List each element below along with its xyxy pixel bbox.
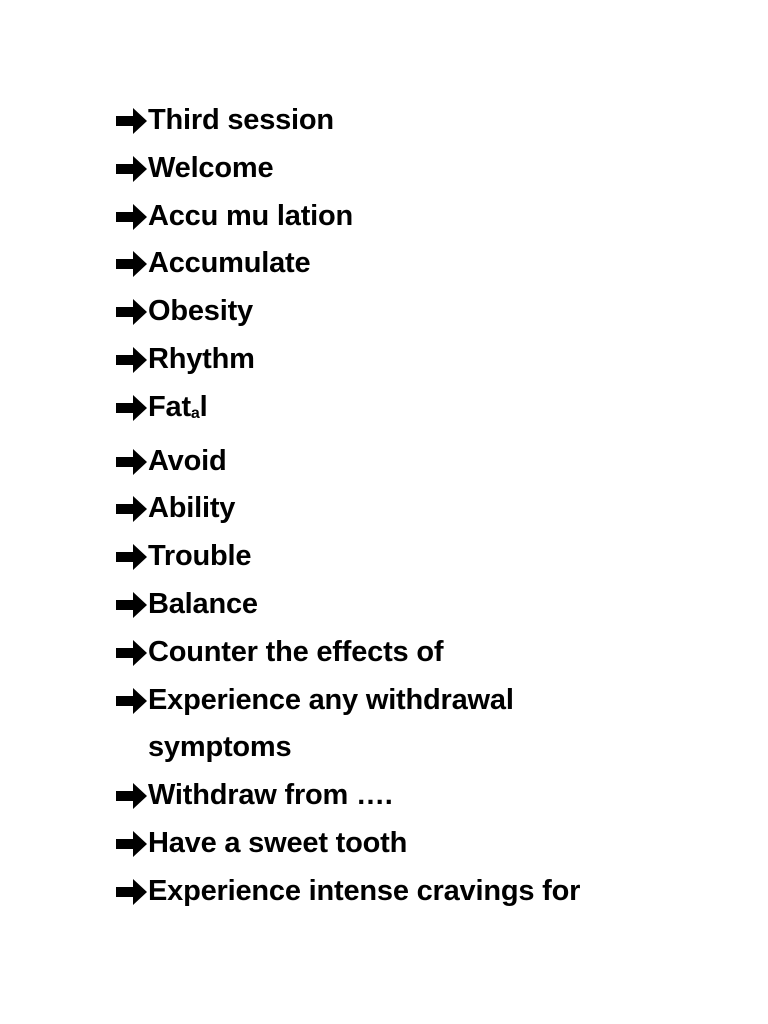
arrow-right-icon — [114, 97, 148, 145]
list-item — [114, 193, 674, 241]
list-item-text: Avoid — [148, 444, 227, 477]
arrow-right-icon — [114, 868, 148, 916]
list-item-text: Experience intense cravings for — [148, 874, 581, 907]
arrow-right-icon — [114, 485, 148, 533]
list-item-text: Rhythm — [148, 342, 255, 375]
arrow-right-icon — [114, 384, 148, 432]
list-item-text: Accumulate — [148, 247, 311, 280]
arrow-right-icon — [114, 533, 148, 581]
arrow-right-icon — [114, 288, 148, 336]
list-item-text: Withdraw from …. — [148, 779, 393, 812]
arrow-right-icon — [114, 581, 148, 629]
list-item-text: Welcome — [148, 151, 274, 184]
vocabulary-list — [114, 97, 674, 916]
list-item-text: Obesity — [148, 295, 253, 328]
list-item — [114, 677, 674, 773]
arrow-right-icon — [114, 438, 148, 486]
list-item-text: Accu mu lation — [148, 199, 354, 232]
arrow-right-icon — [114, 772, 148, 820]
list-item — [114, 145, 674, 193]
arrow-right-icon — [114, 629, 148, 677]
list-item — [114, 533, 674, 581]
arrow-right-icon — [114, 336, 148, 384]
list-item-text: Experience any withdrawal symptoms — [148, 683, 514, 764]
arrow-right-icon — [114, 677, 148, 725]
arrow-right-icon — [114, 193, 148, 241]
list-item — [114, 240, 674, 288]
list-item-text: Trouble — [148, 540, 252, 573]
list-item-text: Counter the effects of — [148, 635, 444, 668]
list-item-text-pre: Fat — [148, 390, 191, 423]
list-item — [114, 97, 674, 145]
list-item-text: Balance — [148, 587, 258, 620]
list-item-text-post: l — [199, 390, 208, 423]
list-item-text — [148, 384, 618, 438]
list-item — [114, 485, 674, 533]
list-item — [114, 581, 674, 629]
list-item — [114, 629, 674, 677]
arrow-right-icon — [114, 820, 148, 868]
list-item-text: Third session — [148, 104, 334, 136]
arrow-right-icon — [114, 240, 148, 288]
list-item — [114, 288, 674, 336]
list-item — [114, 772, 674, 820]
list-item — [114, 868, 674, 916]
list-item — [114, 384, 674, 438]
list-item-text-small: a — [190, 404, 200, 422]
arrow-right-icon — [114, 145, 148, 193]
list-item-text: Have a sweet tooth — [148, 826, 408, 859]
list-item — [114, 336, 674, 384]
list-item — [114, 820, 674, 868]
list-item — [114, 438, 674, 486]
list-item-text: Ability — [148, 492, 236, 525]
